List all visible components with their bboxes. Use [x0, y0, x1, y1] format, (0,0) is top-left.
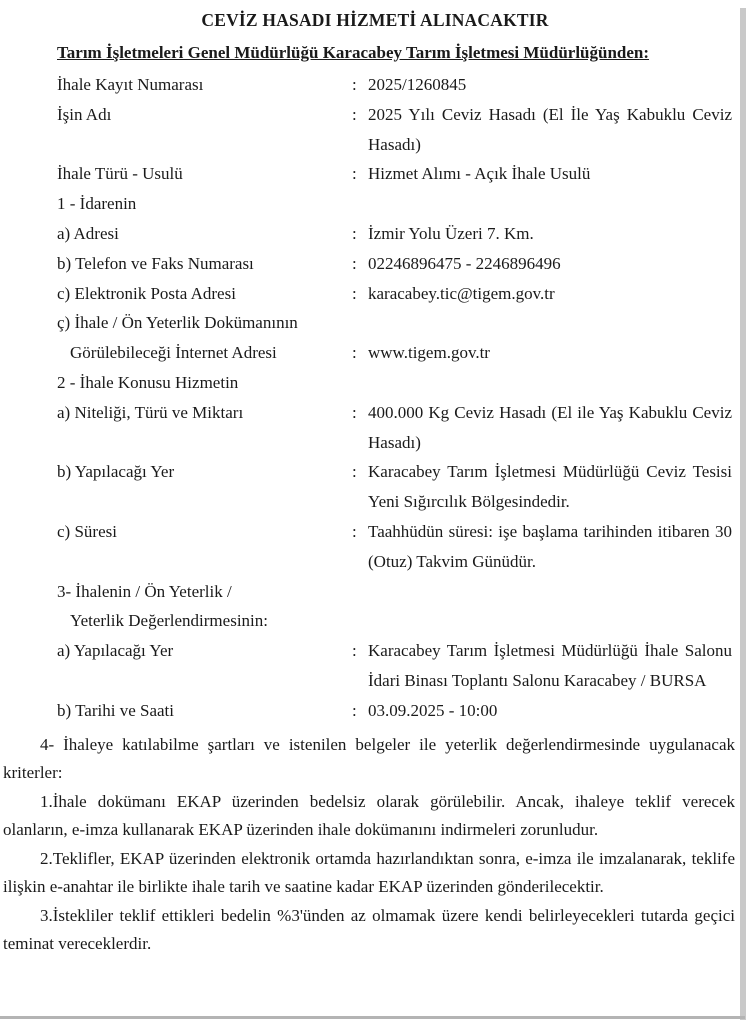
field-row — [57, 70, 750, 100]
field-row — [57, 219, 750, 249]
paragraph: 3.İstekliler teklif ettikleri bedelin %3'ünden az olmamak üzere kendi belirleyecekleri tutarda geçici teminat vereceklerdir. — [3, 905, 735, 954]
paragraphs — [3, 731, 735, 959]
field-value: Karacabey Tarım İşletmesi Müdürlüğü İhale Salonu İdari Binası Toplantı Salonu Karacabey / BURSA — [368, 641, 732, 690]
field-value: İzmir Yolu Üzeri 7. Km. — [368, 223, 534, 243]
field-value: www.tigem.gov.tr — [368, 343, 490, 363]
field-row — [57, 100, 750, 160]
field-label: İşin Adı — [57, 104, 112, 124]
paragraph: 2.Teklifler, EKAP üzerinden elektronik ortamda hazırlandıktan sonra, e-imza ile imzalanarak, teklife ilişkin e-anahtar ile birlikte ihale tarih ve saatine kadar EKAP üzerinden gönderilecektir. — [3, 848, 735, 897]
field-label: c) Süresi — [57, 521, 117, 541]
field-value: 2025/1260845 — [368, 75, 467, 94]
field-value: karacabey.tic@tigem.gov.tr — [368, 283, 555, 303]
field-label: b) Yapılacağı Yer — [57, 462, 175, 482]
field-row — [57, 308, 750, 338]
field-row — [57, 457, 750, 517]
field-row — [57, 189, 750, 219]
field-row — [57, 577, 750, 607]
field-label: 3- İhalenin / Ön Yeterlik / — [57, 581, 232, 601]
field-label: a) Adresi — [57, 223, 119, 243]
field-colon: : — [352, 402, 357, 422]
field-label: ç) İhale / Ön Yeterlik Dokümanının — [57, 313, 298, 333]
scan-edge-right — [740, 8, 746, 1020]
field-row — [57, 159, 750, 189]
scan-edge-bottom — [0, 1016, 745, 1019]
document-title: CEVİZ HASADI HİZMETİ ALINACAKTIR — [201, 10, 549, 30]
field-colon: : — [352, 343, 357, 363]
field-colon: : — [352, 75, 357, 94]
field-value: Karacabey Tarım İşletmesi Müdürlüğü Ceviz Tesisi Yeni Sığırcılık Bölgesindedir. — [368, 462, 732, 512]
paragraph: 4- İhaleye katılabilme şartları ve istenilen belgeler ile yeterlik değerlendirmesinde uygulanacak kriterler: — [3, 734, 735, 783]
field-value: Hizmet Alımı - Açık İhale Usulü — [368, 164, 591, 184]
field-colon: : — [352, 253, 357, 273]
field-row — [57, 398, 750, 458]
field-label: b) Telefon ve Faks Numarası — [57, 253, 254, 273]
field-row — [57, 249, 750, 279]
field-colon: : — [352, 521, 357, 541]
field-value: 02246896475 - 2246896496 — [368, 253, 561, 273]
field-colon: : — [352, 462, 357, 482]
field-colon: : — [352, 223, 357, 243]
field-value: 03.09.2025 - 10:00 — [368, 700, 498, 720]
field-colon: : — [352, 104, 357, 124]
field-label: İhale Türü - Usulü — [57, 164, 183, 184]
field-label: Görülebileceği İnternet Adresi — [70, 343, 277, 363]
field-row — [57, 696, 750, 726]
field-label: a) Yapılacağı Yer — [57, 641, 174, 661]
field-colon: : — [352, 164, 357, 184]
field-value: 400.000 Kg Ceviz Hasadı (El ile Yaş Kabuklu Ceviz Hasadı) — [368, 402, 732, 452]
field-label: b) Tarihi ve Saati — [57, 700, 174, 720]
field-value: 2025 Yılı Ceviz Hasadı (El İle Yaş Kabuklu Ceviz Hasadı) — [368, 104, 732, 154]
field-colon: : — [352, 641, 357, 661]
field-label: 2 - İhale Konusu Hizmetin — [57, 372, 239, 392]
field-colon: : — [352, 700, 357, 720]
field-row — [57, 636, 750, 696]
field-label: Yeterlik Değerlendirmesinin: — [70, 611, 268, 631]
field-colon: : — [352, 283, 357, 303]
field-label: 1 - İdarenin — [57, 194, 137, 214]
paragraph: 1.İhale dokümanı EKAP üzerinden bedelsiz olarak görülebilir. Ancak, ihaleye teklif verecek olanların, e-imza kullanarak EKAP üzerinden ihale dokümanını indirmeleri zorunludur. — [3, 791, 735, 840]
field-label: c) Elektronik Posta Adresi — [57, 283, 236, 303]
issuing-authority-heading: Tarım İşletmeleri Genel Müdürlüğü Karacabey Tarım İşletmesi Müdürlüğünden: — [57, 43, 650, 62]
field-row — [57, 368, 750, 398]
fields-table — [57, 70, 750, 726]
field-label: a) Niteliği, Türü ve Miktarı — [57, 402, 244, 422]
field-row — [57, 279, 750, 309]
field-row — [57, 606, 750, 636]
field-row — [57, 517, 750, 577]
field-label: İhale Kayıt Numarası — [57, 75, 204, 94]
field-row — [57, 338, 750, 368]
field-value: Taahhüdün süresi: işe başlama tarihinden itibaren 30 (Otuz) Takvim Günüdür. — [368, 521, 732, 571]
